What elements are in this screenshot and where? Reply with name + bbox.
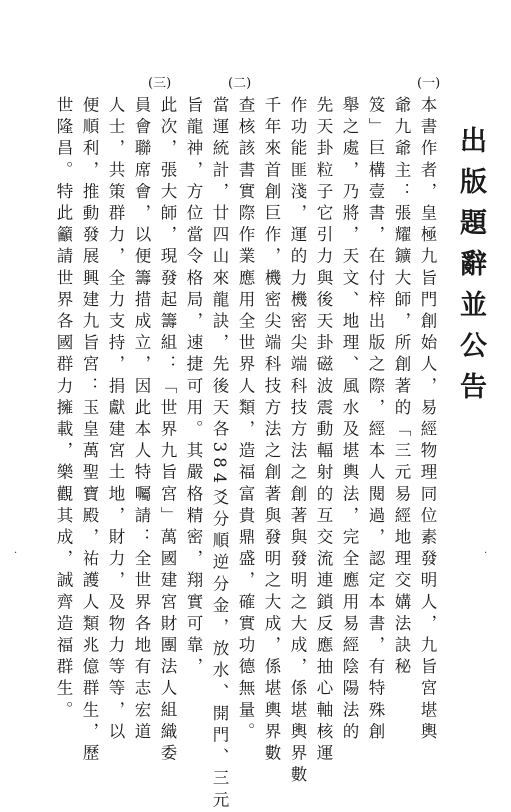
text-column-6: 作功能匪淺，運的力機密尖端科技方法之創著與發明之大成，係堪輿界數 [288, 96, 307, 788]
text-column-8: 查核該書實際作業應用全世界人類，造福富貴鼎盛，確實功德無量。 [236, 96, 255, 744]
section-marker-two: (二) [228, 76, 252, 91]
text-column-7: 千年來首創巨作，機密尖端科技方法之創著與發明之大成，係堪輿界數 [262, 96, 281, 766]
scan-speck: · [14, 548, 18, 559]
section-marker-one: (一) [417, 76, 441, 91]
text-column-1: 本書作者，皇極九旨門創始人，易經物理同位素發明人，九旨宮堪輿 [418, 96, 437, 744]
text-column-4: 舉之處，乃將，天文、地理、風水及堪輿法，完全應用易經陰陽法的 [340, 96, 359, 744]
scan-speck: · [484, 548, 488, 559]
page-title: 出版題辭並公告 [455, 126, 486, 413]
text-column-12: 員會聯席會，以便籌措成立，因此本人特囑請：全世界各地有志宏道 [132, 96, 151, 744]
text-column-5: 先天卦粒子它引力與後天卦磁波震動輻射的互交流連鎖反應抽心軸核運 [314, 96, 333, 766]
text-column-15: 世隆昌。特此籲請世界各國群力擁載，樂觀其成，誠齊造福群生。 [54, 96, 73, 723]
text-column-13: 人士，共策群力，全力支持，捐獻建宮土地，財力，及物力等等，以 [106, 96, 125, 744]
text-column-10: 旨龍神，方位當令格局，速捷可用。其嚴格精密，翔實可靠， [184, 96, 203, 680]
section-marker-three: (三) [148, 76, 172, 91]
text-column-2: 爺九爺主：張耀鑛大師，所創著的「三元易經地理交媾法訣秘 [392, 96, 411, 680]
text-column-14: 便順利，推動發展興建九旨宮：玉皇萬聖寶殿，祐護人類兆億群生，歷 [80, 96, 99, 766]
text-column-9: 當運統計，廿四山來龍訣，先後天各384爻分順逆分金，放水、開門、三元 [210, 96, 229, 812]
text-column-3: 笈」巨構壹書，在付梓出版之際，經本人閱過，認定本書，有特殊創 [366, 96, 385, 744]
text-column-11: 此次，張大師，現發起籌組：「世界九旨宮」萬國建宮財團法人組織委 [158, 96, 177, 766]
